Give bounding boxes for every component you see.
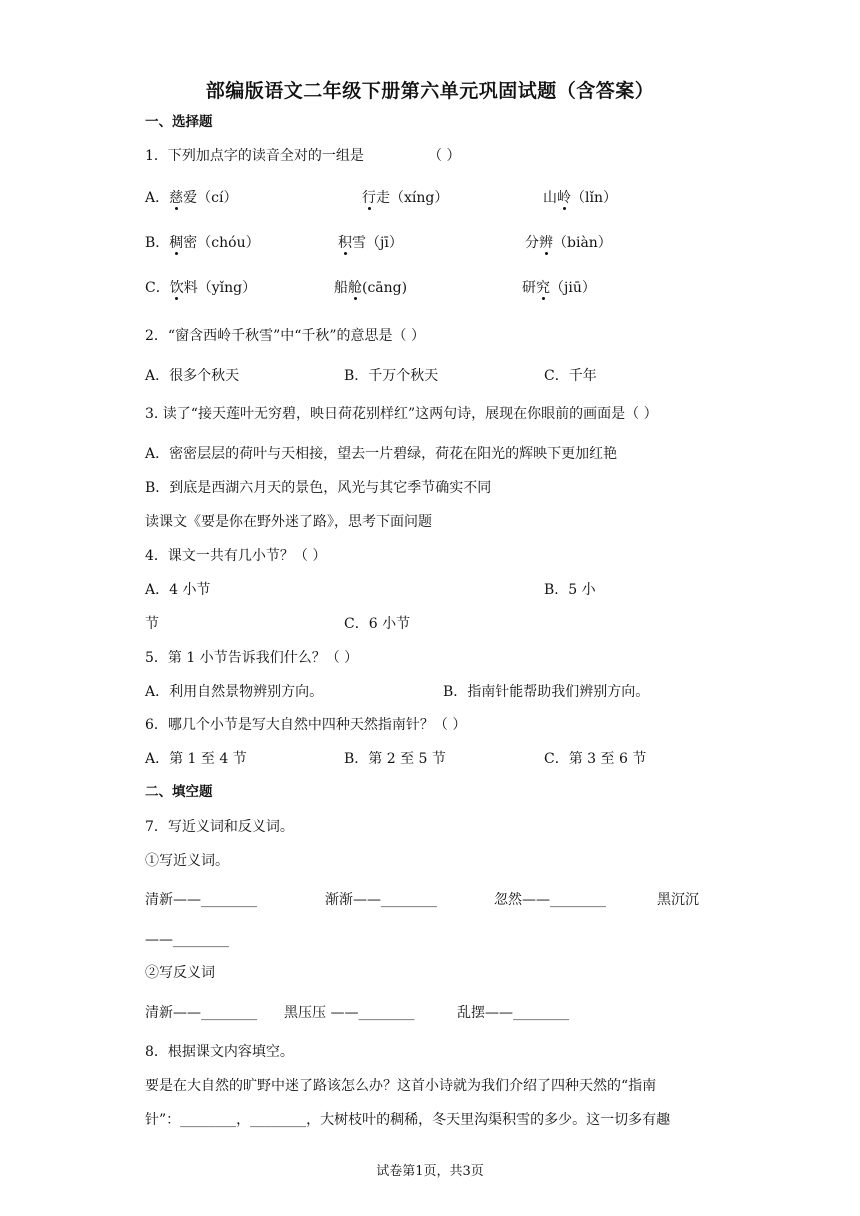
question-2-stem: 2．“窗含西岭千秋雪”中“千秋”的意思是（ ） <box>145 328 425 344</box>
q6-option-b: B．第 2 至 5 节 <box>344 751 446 767</box>
q7-synonym-1: 清新——________ <box>145 892 257 908</box>
reading-intro: 读课文《要是你在野外迷了路》，思考下面问题 <box>145 514 432 530</box>
q7-synonym-3: 忽然——________ <box>494 892 606 908</box>
q1-option-a-2: 行走（xíng） <box>362 190 449 206</box>
section-heading-choice: 一、选择题 <box>145 114 213 130</box>
q7-antonym-2: 黑压压 ——________ <box>284 1005 415 1021</box>
q1-option-b-2: 积雪（jī） <box>338 235 403 251</box>
q1-option-a-3: 山岭（lǐn） <box>543 190 617 206</box>
question-1-stem <box>145 147 364 165</box>
section-heading-fill: 二、填空题 <box>145 784 213 800</box>
q8-passage-line-1: 要是在大自然的旷野中迷了路该怎么办？这首小诗就为我们介绍了四种天然的“指南 <box>145 1078 657 1094</box>
q7-subheading-synonyms: ①写近义词。 <box>145 853 229 869</box>
q3-option-a: A．密密层层的荷叶与天相接，望去一片碧绿，荷花在阳光的辉映下更加红艳 <box>145 446 618 462</box>
q4-option-c: C．6 小节 <box>344 616 411 632</box>
question-7-stem: 7．写近义词和反义词。 <box>145 819 294 835</box>
q6-option-c: C．第 3 至 6 节 <box>544 751 647 767</box>
page-title: 部编版语文二年级下册第六单元巩固试题（含答案） <box>205 80 655 102</box>
q7-antonym-1: 清新——________ <box>145 1005 257 1021</box>
q7-synonym-4-blank: ——________ <box>145 932 229 948</box>
q4-option-a: A．4 小节 <box>145 582 211 598</box>
q2-option-a: A．很多个秋天 <box>145 368 240 384</box>
page-footer: 试卷第1页，共3页 <box>376 1164 484 1179</box>
question-1-answer-paren: （ ） <box>428 148 461 164</box>
q6-option-a: A．第 1 至 4 节 <box>145 751 247 767</box>
q1-option-a-1: A．慈爱（cí） <box>145 190 238 206</box>
question-5-stem: 5．第 1 小节告诉我们什么？（ ） <box>145 650 359 666</box>
q3-option-b: B．到底是西湖六月天的景色，风光与其它季节确实不同 <box>145 480 492 496</box>
question-3-stem: 3. 读了“接天莲叶无穷碧，映日荷花别样红”这两句诗，展现在你眼前的画面是（ ） <box>145 406 658 422</box>
q7-antonym-3: 乱摆——________ <box>457 1005 569 1021</box>
q1-option-c-2: 船舱(cāng) <box>334 280 408 296</box>
q2-option-c: C．千年 <box>544 368 597 384</box>
q1-option-b-1: B．稠密（chóu） <box>145 235 260 251</box>
q5-option-b: B．指南针能帮助我们辨别方向。 <box>443 684 650 700</box>
q8-passage-line-2: 针”：________，________，大树枝叶的稠稀，冬天里沟渠积雪的多少。这一切多有趣 <box>145 1112 671 1128</box>
q1-option-b-3: 分辨（biàn） <box>525 235 612 251</box>
q7-synonym-2: 渐渐——________ <box>325 892 437 908</box>
q1-option-c-1: C．饮料（yǐng） <box>145 280 257 296</box>
q5-option-a: A．利用自然景物辨别方向。 <box>145 684 324 700</box>
question-6-stem: 6．哪几个小节是写大自然中四种天然指南针？（ ） <box>145 717 467 733</box>
q1-option-c-3: 研究（jiū） <box>522 280 596 296</box>
question-1-text: 1．下列加点字的读音全对的一组是 <box>145 148 364 164</box>
q2-option-b: B．千万个秋天 <box>344 368 439 384</box>
q7-synonym-4: 黑沉沉 <box>657 892 699 908</box>
question-8-stem: 8．根据课文内容填空。 <box>145 1044 294 1060</box>
q4-option-b: B．5 小 <box>544 582 596 598</box>
question-4-stem: 4．课文一共有几小节？（ ） <box>145 548 327 564</box>
q4-option-b-continued: 节 <box>145 616 159 632</box>
q7-subheading-antonyms: ②写反义词 <box>145 965 215 981</box>
